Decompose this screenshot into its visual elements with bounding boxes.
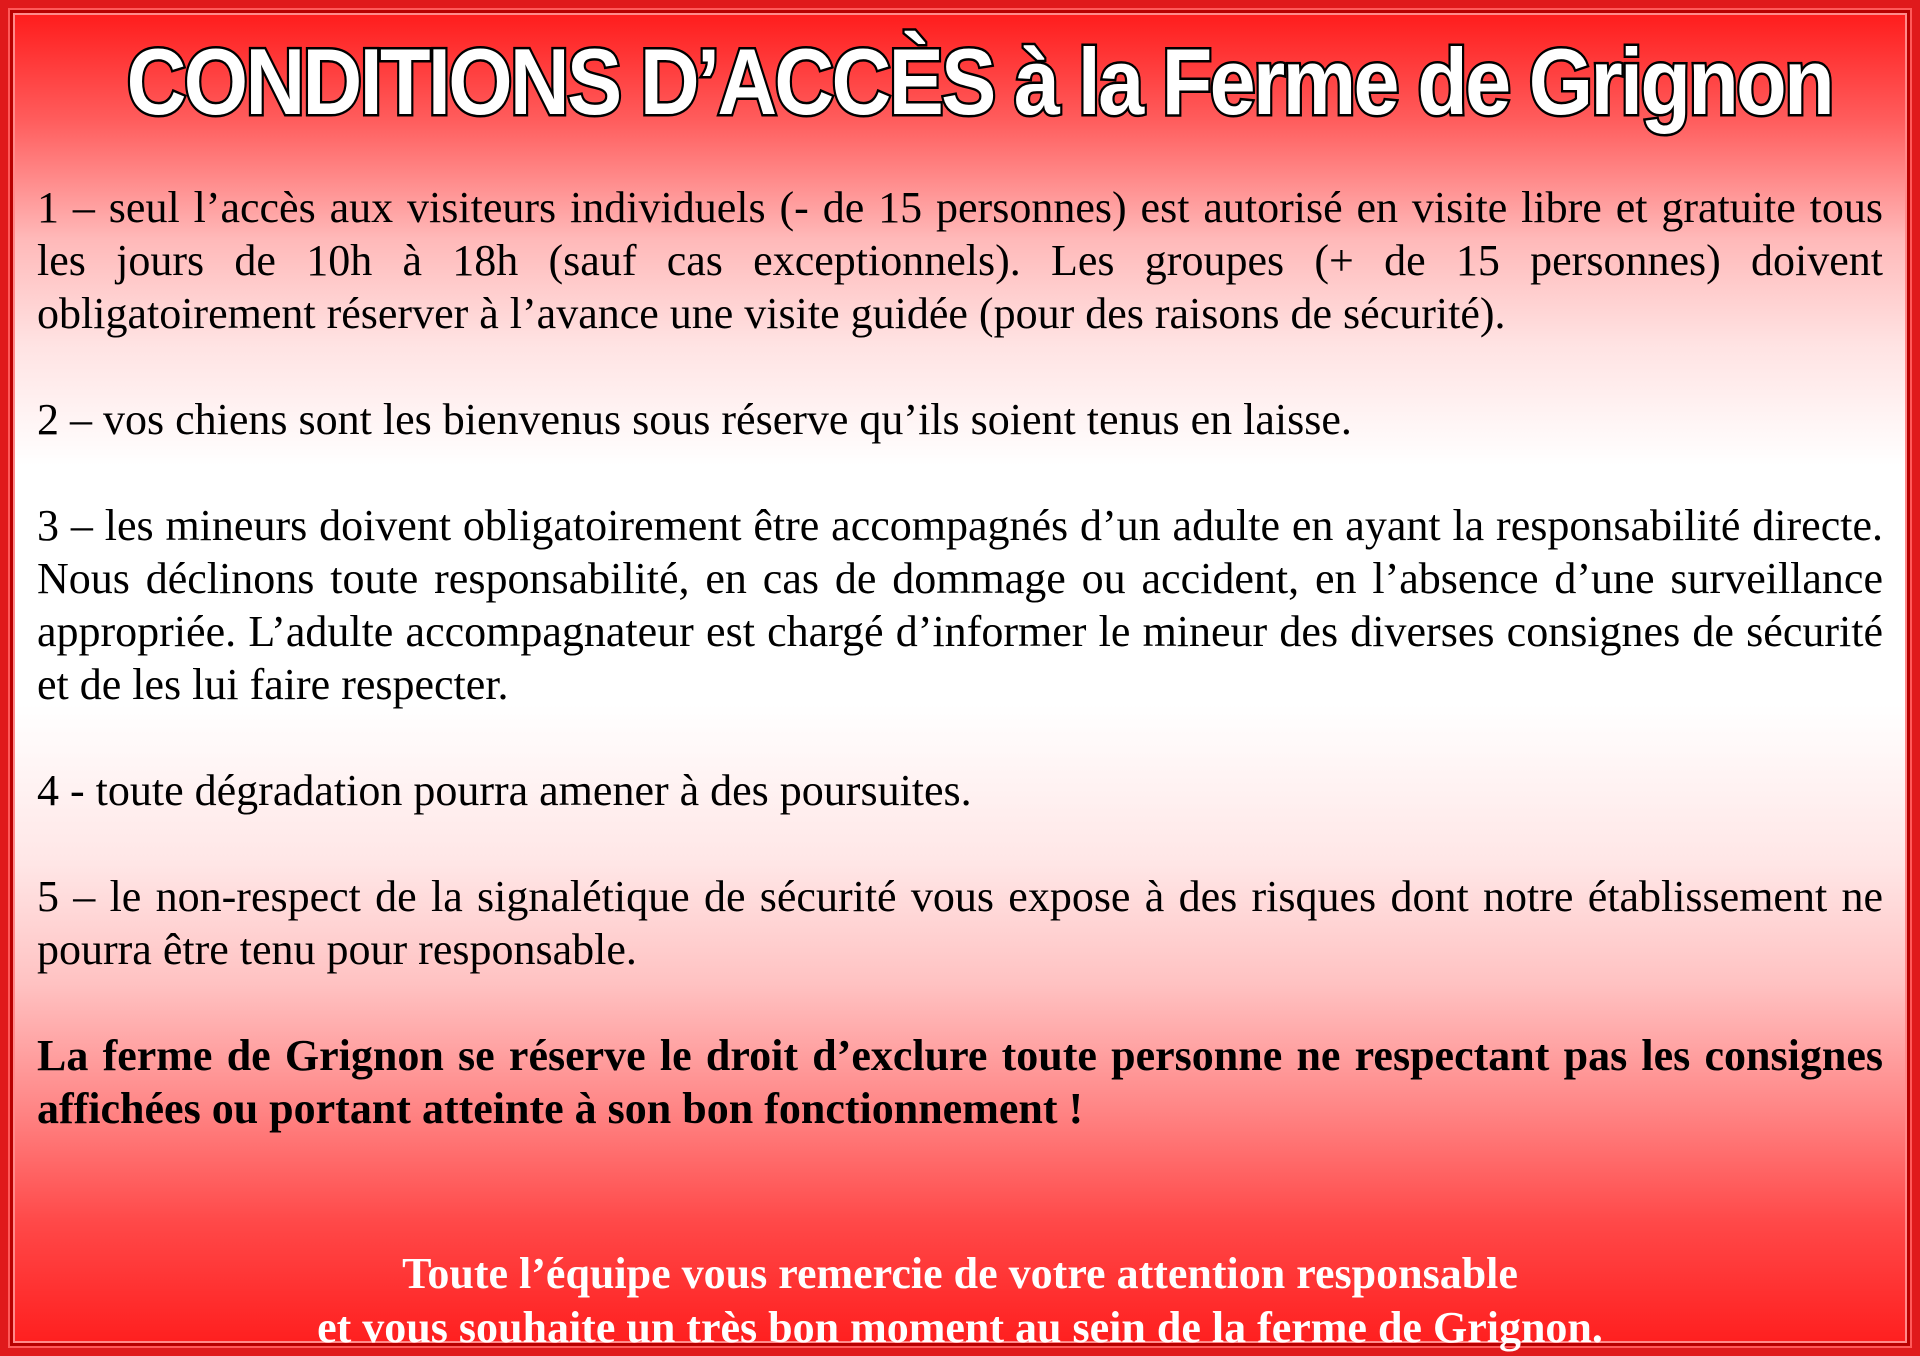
sign-panel: [10, 10, 1910, 1352]
rule-5: 5 – le non-respect de la signalétique de sécurité vous expose à des risques dont notre établissement ne pourra être tenu pour responsable.: [37, 872, 1883, 974]
page-title: CONDITIONS D’ACCÈS à la Ferme de Grignon: [126, 29, 1832, 134]
rule-4: 4 - toute dégradation pourra amener à des poursuites.: [37, 766, 972, 815]
thanks-message: [13, 1247, 1907, 1355]
thanks-line-1: Toute l’équipe vous remercie de votre attention responsable: [402, 1249, 1518, 1298]
thanks-line-2: et vous souhaite un très bon moment au sein de la ferme de Grignon.: [317, 1303, 1603, 1352]
rule-2: 2 – vos chiens sont les bienvenus sous réserve qu’ils soient tenus en laisse.: [37, 395, 1352, 444]
exclusion-warning: La ferme de Grignon se réserve le droit d’exclure toute personne ne respectant pas les consignes affichées ou portant atteinte à son bon fonctionnement !: [37, 1031, 1883, 1133]
rules-content: [37, 181, 1883, 1135]
rule-3: 3 – les mineurs doivent obligatoirement être accompagnés d’un adulte en ayant la responsabilité directe. Nous déclinons toute responsabilité, en cas de dommage ou accident, en l’absence d’une surveillance appropriée. L’adulte accompagnateur est chargé d’informer le mineur des diverses consignes de sécurité et de les lui faire respecter.: [37, 501, 1883, 709]
rule-1: 1 – seul l’accès aux visiteurs individuels (- de 15 personnes) est autorisé en visite libre et gratuite tous les jours de 10h à 18h (sauf cas exceptionnels). Les groupes (+ de 15 personnes) doivent obligatoirement réserver à l’avance une visite guidée (pour des raisons de sécurité).: [37, 183, 1883, 338]
